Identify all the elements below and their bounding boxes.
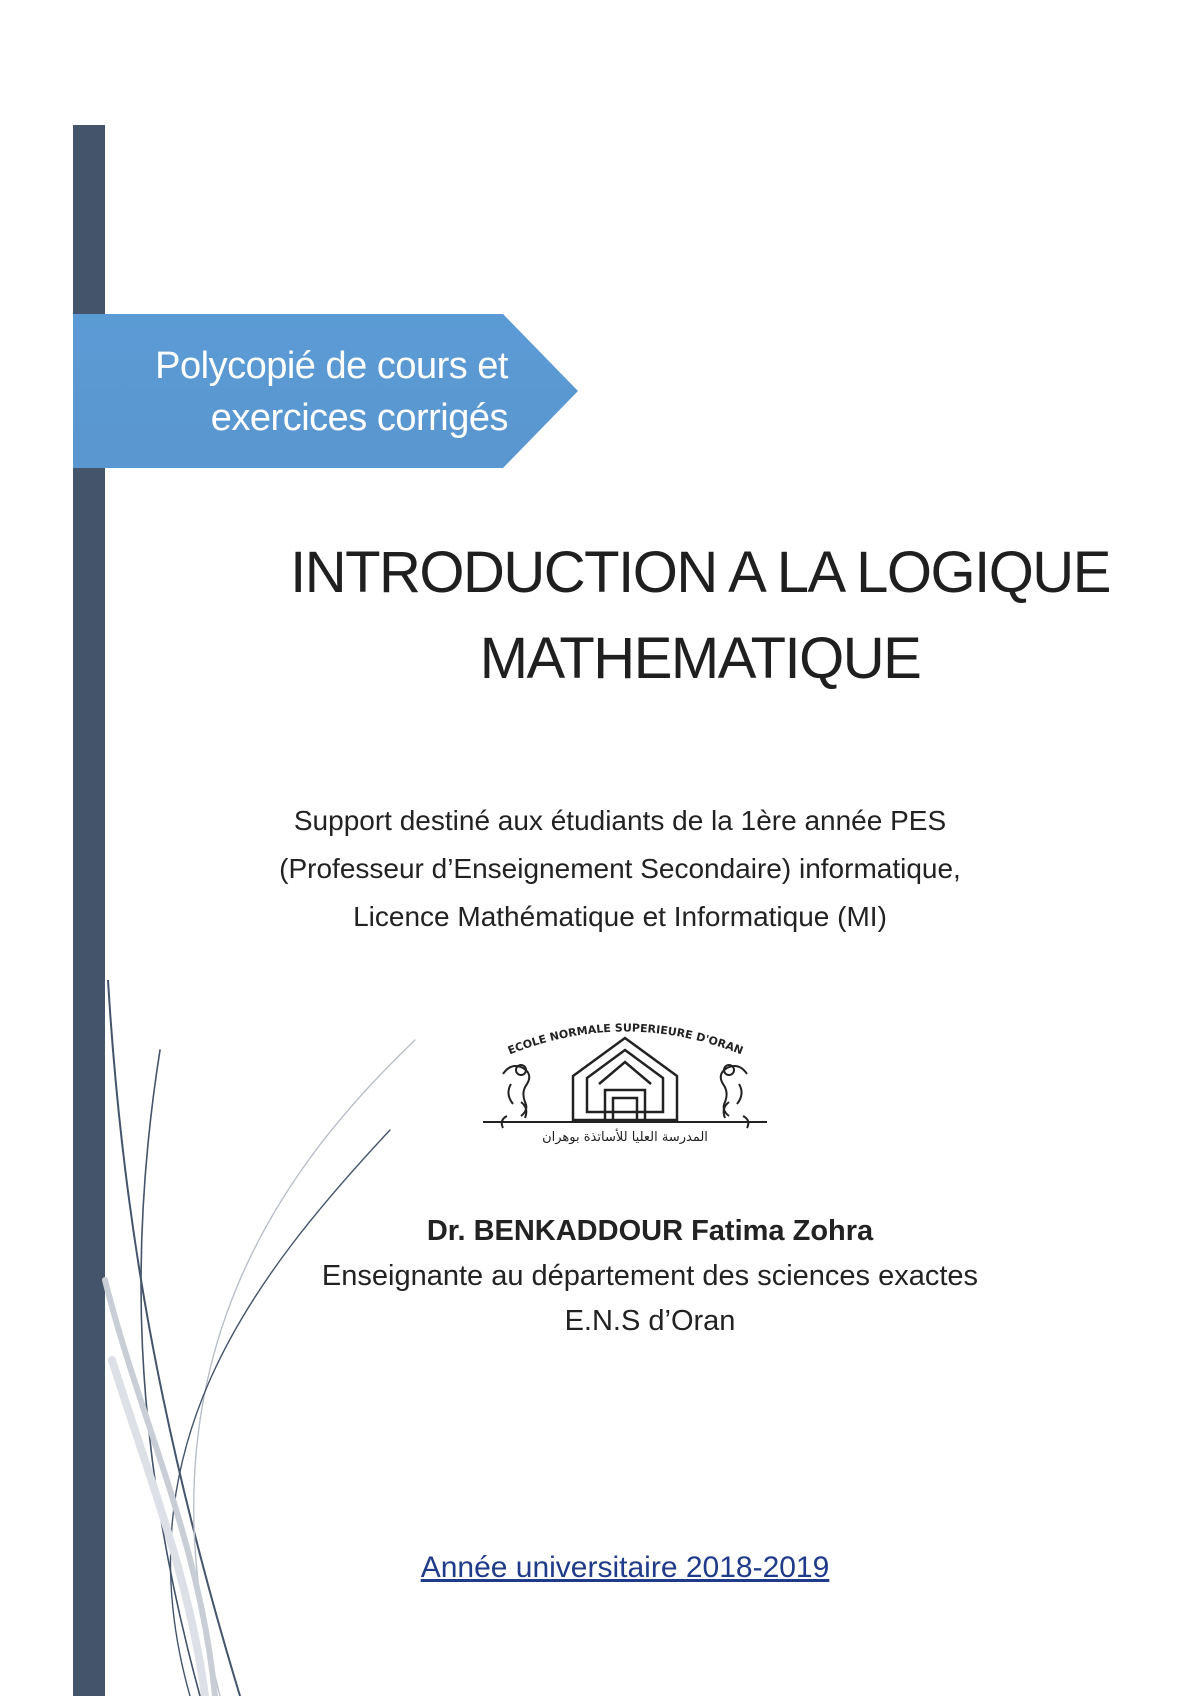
banner-text <box>155 340 508 444</box>
author-name: Dr. BENKADDOUR Fatima Zohra <box>426 1215 874 1247</box>
decorative-swirls <box>90 980 450 1696</box>
document-subtitle <box>180 797 1060 941</box>
logo-arc-text: ECOLE NORMALE SUPERIEURE D'ORAN <box>506 1021 745 1058</box>
author-role: Enseignante au département des sciences exactes <box>321 1260 979 1292</box>
title-line-1: INTRODUCTION A LA LOGIQUE <box>290 540 1110 605</box>
right-lion-icon <box>721 1065 749 1128</box>
academic-year-link[interactable]: Année universitaire 2018-2019 <box>420 1551 830 1584</box>
gate-emblem-icon <box>573 1038 677 1120</box>
subtitle-line-3: Licence Mathématique et Informatique (MI) <box>353 901 887 932</box>
document-title <box>230 530 1170 702</box>
school-logo <box>463 1004 787 1146</box>
left-lion-icon <box>502 1065 530 1128</box>
banner-line-1: Polycopié de cours et <box>155 345 508 387</box>
banner-line-2: exercices corrigés <box>210 397 508 439</box>
title-line-2: MATHEMATIQUE <box>479 626 921 691</box>
subtitle-line-1: Support destiné aux étudiants de la 1ère année PES <box>293 805 947 836</box>
cover-banner <box>73 314 578 468</box>
subtitle-line-2: (Professeur d’Enseignement Secondaire) informatique, <box>279 853 961 884</box>
author-institution: E.N.S d’Oran <box>564 1305 736 1337</box>
logo-arabic-text: المدرسة العليا للأساتذة بوهران <box>542 1130 708 1145</box>
